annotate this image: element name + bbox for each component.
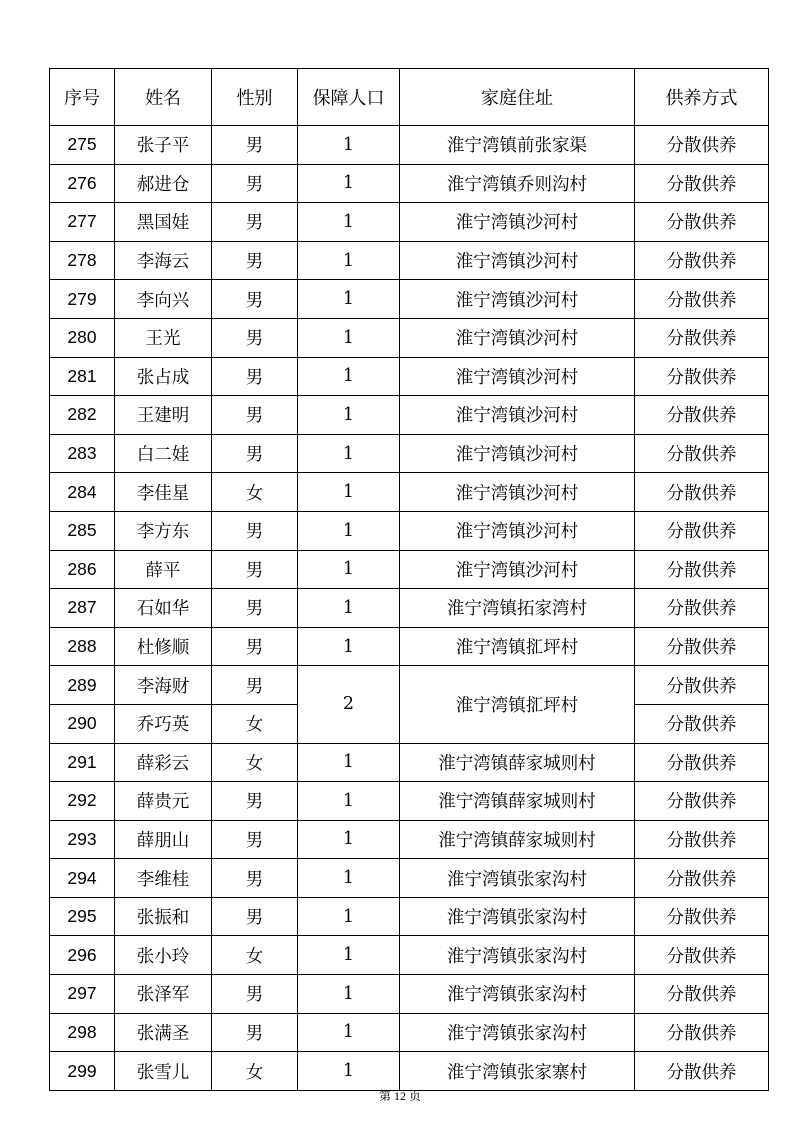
table-row bbox=[50, 396, 769, 435]
cell-covered-population: 1 bbox=[298, 897, 400, 936]
table-row bbox=[50, 164, 769, 203]
cell-covered-population: 1 bbox=[298, 975, 400, 1014]
cell-covered-population: 1 bbox=[298, 280, 400, 319]
table-row bbox=[50, 820, 769, 859]
cell-support-mode: 分散供养 bbox=[635, 897, 769, 936]
cell-support-mode: 分散供养 bbox=[635, 473, 769, 512]
cell-support-mode: 分散供养 bbox=[635, 241, 769, 280]
table-row bbox=[50, 627, 769, 666]
cell-home-address: 淮宁湾镇前张家渠 bbox=[400, 126, 635, 165]
cell-covered-population: 1 bbox=[298, 589, 400, 628]
cell-covered-population: 1 bbox=[298, 820, 400, 859]
table-row bbox=[50, 550, 769, 589]
cell-support-mode: 分散供养 bbox=[635, 164, 769, 203]
cell-support-mode: 分散供养 bbox=[635, 280, 769, 319]
cell-support-mode: 分散供养 bbox=[635, 126, 769, 165]
cell-sex: 女 bbox=[212, 743, 298, 782]
cell-name: 张占成 bbox=[115, 357, 212, 396]
cell-name: 李海云 bbox=[115, 241, 212, 280]
cell-sex: 男 bbox=[212, 550, 298, 589]
cell-home-address: 淮宁湾镇沙河村 bbox=[400, 241, 635, 280]
cell-home-address: 淮宁湾镇㧟坪村 bbox=[400, 666, 635, 743]
cell-name: 黑国娃 bbox=[115, 203, 212, 242]
cell-serial-number: 279 bbox=[50, 280, 115, 319]
cell-sex: 男 bbox=[212, 666, 298, 705]
cell-support-mode: 分散供养 bbox=[635, 975, 769, 1014]
cell-serial-number: 290 bbox=[50, 704, 115, 743]
cell-support-mode: 分散供养 bbox=[635, 627, 769, 666]
cell-support-mode: 分散供养 bbox=[635, 550, 769, 589]
table-row bbox=[50, 203, 769, 242]
cell-home-address: 淮宁湾镇沙河村 bbox=[400, 396, 635, 435]
cell-covered-population: 1 bbox=[298, 859, 400, 898]
cell-name: 张泽军 bbox=[115, 975, 212, 1014]
cell-support-mode: 分散供养 bbox=[635, 396, 769, 435]
table-row bbox=[50, 357, 769, 396]
cell-name: 王建明 bbox=[115, 396, 212, 435]
header-name: 姓名 bbox=[115, 69, 212, 126]
cell-sex: 男 bbox=[212, 589, 298, 628]
cell-name: 李向兴 bbox=[115, 280, 212, 319]
cell-home-address: 淮宁湾镇薛家城则村 bbox=[400, 782, 635, 821]
table-row bbox=[50, 1052, 769, 1091]
cell-covered-population: 1 bbox=[298, 627, 400, 666]
cell-home-address: 淮宁湾镇沙河村 bbox=[400, 357, 635, 396]
page-number: 第 12 页 bbox=[378, 1089, 421, 1103]
cell-covered-population: 1 bbox=[298, 434, 400, 473]
cell-serial-number: 297 bbox=[50, 975, 115, 1014]
cell-covered-population: 1 bbox=[298, 511, 400, 550]
support-roster-table bbox=[49, 68, 769, 1091]
cell-serial-number: 299 bbox=[50, 1052, 115, 1091]
cell-name: 张满圣 bbox=[115, 1013, 212, 1052]
table-row bbox=[50, 782, 769, 821]
cell-name: 张振和 bbox=[115, 897, 212, 936]
cell-support-mode: 分散供养 bbox=[635, 704, 769, 743]
cell-home-address: 淮宁湾镇拓家湾村 bbox=[400, 589, 635, 628]
cell-support-mode: 分散供养 bbox=[635, 859, 769, 898]
table-row bbox=[50, 975, 769, 1014]
cell-serial-number: 296 bbox=[50, 936, 115, 975]
cell-name: 石如华 bbox=[115, 589, 212, 628]
cell-covered-population: 1 bbox=[298, 1013, 400, 1052]
cell-home-address: 淮宁湾镇薛家城则村 bbox=[400, 820, 635, 859]
cell-sex: 男 bbox=[212, 280, 298, 319]
table-row bbox=[50, 743, 769, 782]
cell-serial-number: 288 bbox=[50, 627, 115, 666]
cell-sex: 男 bbox=[212, 434, 298, 473]
cell-name: 薛贵元 bbox=[115, 782, 212, 821]
cell-sex: 男 bbox=[212, 241, 298, 280]
cell-serial-number: 283 bbox=[50, 434, 115, 473]
cell-name: 杜修顺 bbox=[115, 627, 212, 666]
table-row bbox=[50, 434, 769, 473]
cell-serial-number: 280 bbox=[50, 318, 115, 357]
cell-name: 乔巧英 bbox=[115, 704, 212, 743]
table-row bbox=[50, 318, 769, 357]
cell-name: 白二娃 bbox=[115, 434, 212, 473]
cell-home-address: 淮宁湾镇张家寨村 bbox=[400, 1052, 635, 1091]
cell-home-address: 淮宁湾镇乔则沟村 bbox=[400, 164, 635, 203]
cell-sex: 男 bbox=[212, 975, 298, 1014]
table-row bbox=[50, 589, 769, 628]
cell-home-address: 淮宁湾镇沙河村 bbox=[400, 473, 635, 512]
cell-home-address: 淮宁湾镇沙河村 bbox=[400, 550, 635, 589]
cell-covered-population: 1 bbox=[298, 936, 400, 975]
header-sex: 性别 bbox=[212, 69, 298, 126]
cell-covered-population: 1 bbox=[298, 318, 400, 357]
cell-home-address: 淮宁湾镇薛家城则村 bbox=[400, 743, 635, 782]
cell-serial-number: 298 bbox=[50, 1013, 115, 1052]
table-row bbox=[50, 859, 769, 898]
header-support-mode: 供养方式 bbox=[635, 69, 769, 126]
table-row bbox=[50, 897, 769, 936]
cell-sex: 男 bbox=[212, 782, 298, 821]
cell-covered-population: 1 bbox=[298, 203, 400, 242]
cell-serial-number: 276 bbox=[50, 164, 115, 203]
cell-covered-population: 2 bbox=[298, 666, 400, 743]
cell-support-mode: 分散供养 bbox=[635, 936, 769, 975]
cell-name: 李方东 bbox=[115, 511, 212, 550]
cell-serial-number: 294 bbox=[50, 859, 115, 898]
cell-serial-number: 281 bbox=[50, 357, 115, 396]
table-row bbox=[50, 511, 769, 550]
cell-home-address: 淮宁湾镇沙河村 bbox=[400, 280, 635, 319]
cell-home-address: 淮宁湾镇沙河村 bbox=[400, 511, 635, 550]
cell-name: 郝进仓 bbox=[115, 164, 212, 203]
cell-name: 薛彩云 bbox=[115, 743, 212, 782]
cell-support-mode: 分散供养 bbox=[635, 589, 769, 628]
cell-covered-population: 1 bbox=[298, 743, 400, 782]
table-row bbox=[50, 241, 769, 280]
table-row bbox=[50, 473, 769, 512]
cell-covered-population: 1 bbox=[298, 164, 400, 203]
table-row bbox=[50, 280, 769, 319]
cell-covered-population: 1 bbox=[298, 782, 400, 821]
cell-home-address: 淮宁湾镇张家沟村 bbox=[400, 975, 635, 1014]
cell-sex: 女 bbox=[212, 1052, 298, 1091]
cell-name: 张雪儿 bbox=[115, 1052, 212, 1091]
cell-serial-number: 285 bbox=[50, 511, 115, 550]
table-row bbox=[50, 936, 769, 975]
cell-covered-population: 1 bbox=[298, 396, 400, 435]
table-row bbox=[50, 666, 769, 705]
cell-sex: 男 bbox=[212, 203, 298, 242]
cell-sex: 女 bbox=[212, 704, 298, 743]
cell-serial-number: 289 bbox=[50, 666, 115, 705]
cell-support-mode: 分散供养 bbox=[635, 511, 769, 550]
cell-sex: 男 bbox=[212, 396, 298, 435]
table-row bbox=[50, 126, 769, 165]
cell-name: 李维桂 bbox=[115, 859, 212, 898]
cell-sex: 男 bbox=[212, 820, 298, 859]
cell-home-address: 淮宁湾镇张家沟村 bbox=[400, 1013, 635, 1052]
cell-home-address: 淮宁湾镇张家沟村 bbox=[400, 936, 635, 975]
cell-sex: 男 bbox=[212, 164, 298, 203]
cell-sex: 男 bbox=[212, 859, 298, 898]
cell-sex: 男 bbox=[212, 897, 298, 936]
cell-name: 李佳星 bbox=[115, 473, 212, 512]
cell-home-address: 淮宁湾镇沙河村 bbox=[400, 434, 635, 473]
cell-name: 王光 bbox=[115, 318, 212, 357]
header-covered-population: 保障人口 bbox=[298, 69, 400, 126]
cell-serial-number: 287 bbox=[50, 589, 115, 628]
cell-covered-population: 1 bbox=[298, 550, 400, 589]
cell-covered-population: 1 bbox=[298, 126, 400, 165]
cell-serial-number: 282 bbox=[50, 396, 115, 435]
cell-home-address: 淮宁湾镇㧟坪村 bbox=[400, 627, 635, 666]
cell-support-mode: 分散供养 bbox=[635, 782, 769, 821]
cell-sex: 男 bbox=[212, 357, 298, 396]
cell-support-mode: 分散供养 bbox=[635, 357, 769, 396]
cell-sex: 女 bbox=[212, 936, 298, 975]
cell-support-mode: 分散供养 bbox=[635, 318, 769, 357]
cell-support-mode: 分散供养 bbox=[635, 666, 769, 705]
cell-covered-population: 1 bbox=[298, 473, 400, 512]
cell-home-address: 淮宁湾镇沙河村 bbox=[400, 318, 635, 357]
cell-sex: 男 bbox=[212, 318, 298, 357]
cell-serial-number: 293 bbox=[50, 820, 115, 859]
table-row bbox=[50, 1013, 769, 1052]
cell-serial-number: 277 bbox=[50, 203, 115, 242]
cell-support-mode: 分散供养 bbox=[635, 1052, 769, 1091]
cell-support-mode: 分散供养 bbox=[635, 1013, 769, 1052]
cell-home-address: 淮宁湾镇沙河村 bbox=[400, 203, 635, 242]
cell-support-mode: 分散供养 bbox=[635, 203, 769, 242]
cell-serial-number: 295 bbox=[50, 897, 115, 936]
cell-serial-number: 286 bbox=[50, 550, 115, 589]
cell-serial-number: 291 bbox=[50, 743, 115, 782]
cell-home-address: 淮宁湾镇张家沟村 bbox=[400, 897, 635, 936]
cell-sex: 男 bbox=[212, 126, 298, 165]
cell-serial-number: 278 bbox=[50, 241, 115, 280]
cell-name: 张子平 bbox=[115, 126, 212, 165]
cell-serial-number: 275 bbox=[50, 126, 115, 165]
cell-covered-population: 1 bbox=[298, 1052, 400, 1091]
cell-support-mode: 分散供养 bbox=[635, 434, 769, 473]
cell-name: 薛朋山 bbox=[115, 820, 212, 859]
header-home-address: 家庭住址 bbox=[400, 69, 635, 126]
cell-covered-population: 1 bbox=[298, 241, 400, 280]
cell-sex: 男 bbox=[212, 511, 298, 550]
table-body bbox=[50, 126, 769, 1091]
cell-support-mode: 分散供养 bbox=[635, 743, 769, 782]
cell-home-address: 淮宁湾镇张家沟村 bbox=[400, 859, 635, 898]
cell-name: 薛平 bbox=[115, 550, 212, 589]
cell-support-mode: 分散供养 bbox=[635, 820, 769, 859]
cell-sex: 男 bbox=[212, 1013, 298, 1052]
header-serial-number: 序号 bbox=[50, 69, 115, 126]
cell-sex: 女 bbox=[212, 473, 298, 512]
cell-name: 李海财 bbox=[115, 666, 212, 705]
cell-sex: 男 bbox=[212, 627, 298, 666]
cell-serial-number: 292 bbox=[50, 782, 115, 821]
cell-serial-number: 284 bbox=[50, 473, 115, 512]
table-header-row bbox=[50, 69, 769, 126]
cell-name: 张小玲 bbox=[115, 936, 212, 975]
cell-covered-population: 1 bbox=[298, 357, 400, 396]
